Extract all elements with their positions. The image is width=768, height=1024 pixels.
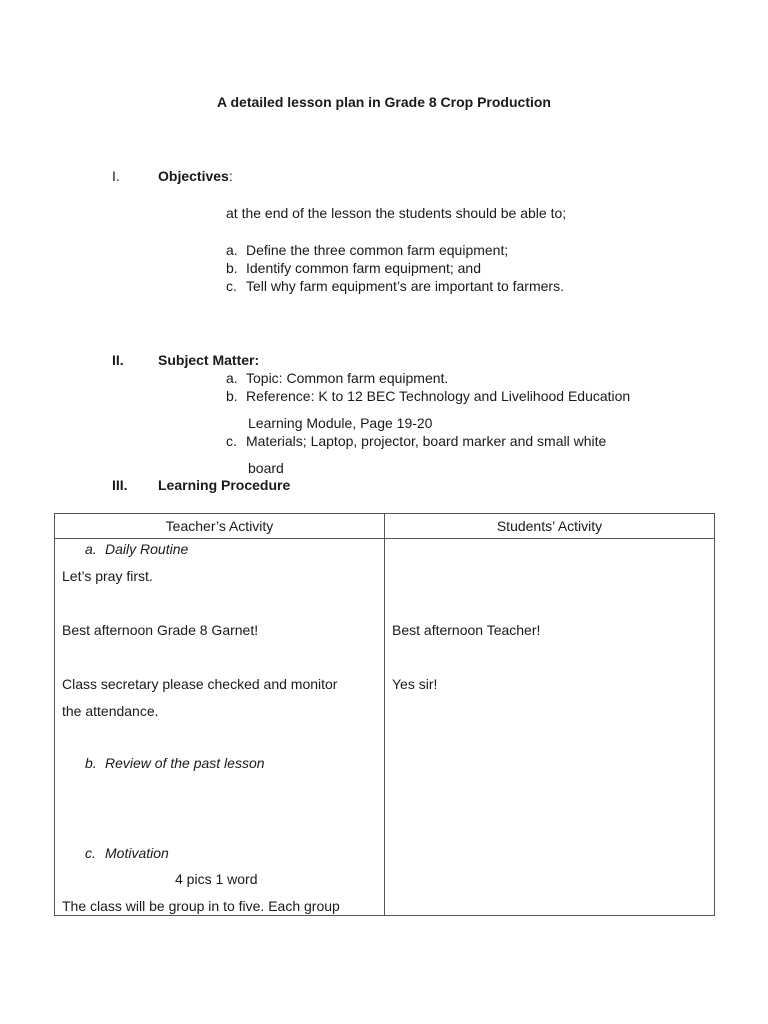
subject-item-c (226, 432, 606, 450)
grouping-line: The class will be group in to five. Each group (62, 898, 340, 914)
objectives-colon: : (228, 168, 233, 184)
list-letter: b. (85, 755, 97, 771)
review-item (85, 754, 265, 772)
document-title: A detailed lesson plan in Grade 8 Crop Production (217, 94, 551, 110)
subject-item-a (226, 369, 448, 387)
objective-item-a (226, 241, 508, 259)
secretary-line-1: Class secretary please checked and monitor (62, 676, 338, 692)
list-letter: a. (85, 541, 97, 557)
secretary-line-2: the attendance. (62, 703, 159, 719)
learning-procedure-heading: Learning Procedure (158, 477, 291, 493)
procedure-table (54, 513, 715, 916)
table-row (55, 539, 715, 916)
list-text: Reference: K to 12 BEC Technology and Livelihood Education (246, 388, 631, 404)
list-letter: c. (85, 845, 96, 861)
list-text: Materials; Laptop, projector, board marker and small white (246, 433, 607, 449)
list-letter: b. (226, 388, 238, 404)
teacher-greeting: Best afternoon Grade 8 Garnet! (62, 622, 259, 638)
teacher-activity-cell (55, 539, 385, 916)
list-text: Define the three common farm equipment; (246, 242, 509, 258)
list-letter: a. (226, 370, 238, 386)
section-3-numeral: III. (112, 477, 128, 493)
section-1-heading (158, 167, 233, 185)
list-letter: a. (226, 242, 238, 258)
objective-item-b (226, 259, 481, 277)
subject-matter-heading: Subject Matter: (158, 352, 260, 368)
list-text: Daily Routine (105, 541, 189, 557)
objectives-heading: Objectives (158, 168, 229, 184)
students-activity-cell (385, 539, 715, 916)
section-1-numeral: I. (112, 168, 120, 184)
daily-routine-item (85, 540, 188, 558)
teacher-activity-header: Teacher’s Activity (55, 514, 385, 539)
objective-item-c (226, 277, 564, 295)
game-title: 4 pics 1 word (175, 871, 258, 887)
list-letter: c. (226, 433, 237, 449)
list-text: Topic: Common farm equipment. (246, 370, 449, 386)
subject-item-b (226, 387, 630, 405)
list-text: Review of the past lesson (105, 755, 265, 771)
subject-item-c-continuation: board (248, 460, 284, 476)
list-text: Identify common farm equipment; and (246, 260, 482, 276)
list-letter: c. (226, 278, 237, 294)
pray-line: Let’s pray first. (62, 568, 153, 584)
section-2-numeral: II. (112, 352, 124, 368)
students-greeting: Best afternoon Teacher! (392, 622, 541, 638)
list-letter: b. (226, 260, 238, 276)
list-text: Motivation (105, 845, 169, 861)
students-activity-header: Students’ Activity (385, 514, 715, 539)
list-text: Tell why farm equipment’s are important to farmers. (246, 278, 564, 294)
students-reply: Yes sir! (392, 676, 438, 692)
table-header-row (55, 514, 715, 539)
subject-item-b-continuation: Learning Module, Page 19-20 (248, 415, 433, 431)
objectives-intro: at the end of the lesson the students should be able to; (226, 205, 567, 221)
motivation-item (85, 844, 169, 862)
